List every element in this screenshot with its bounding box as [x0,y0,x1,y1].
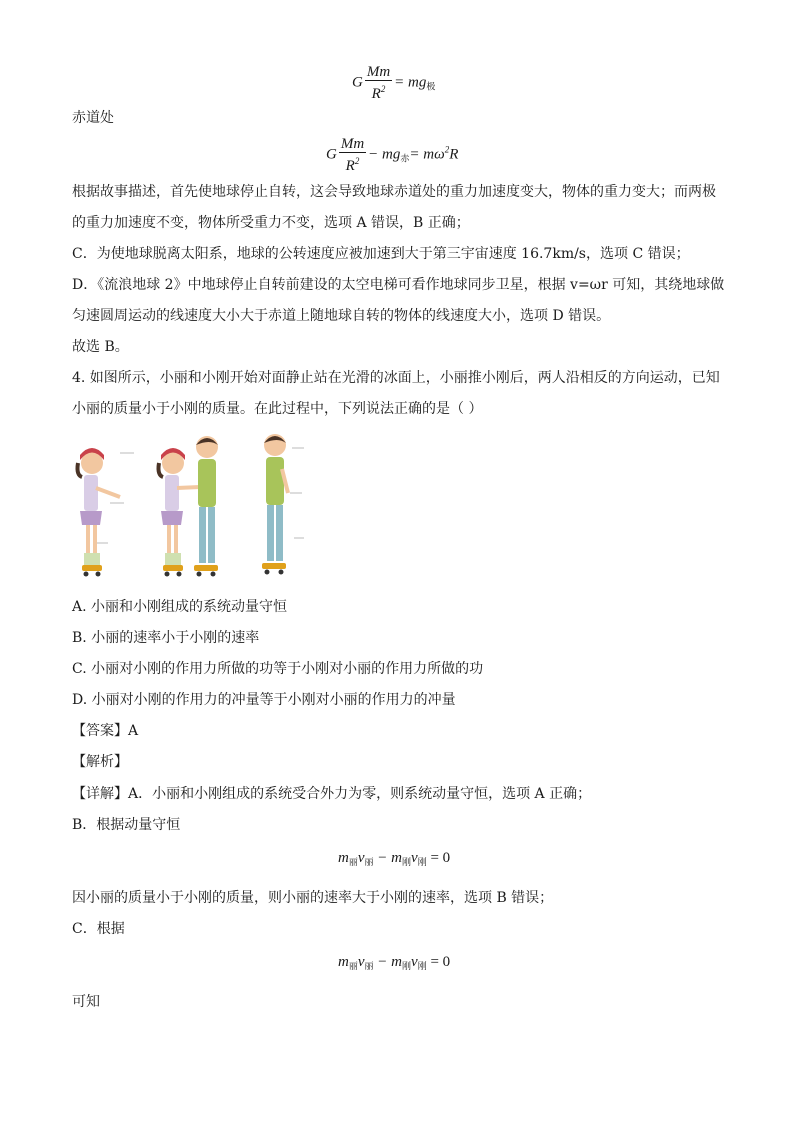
girl-figure-pushing [159,448,201,577]
paragraph-line: 的重力加速度不变，物体所受重力不变，选项 A 错误，B 正确； [72,215,470,231]
eq-subscript: 丽 [348,961,358,971]
paragraph-line: C．为使地球脱离太阳系，地球的公转速度应被加速到大于第三宇宙速度 16.7km/s，选项 C 错误； [72,246,690,262]
eq-symbol: v [357,850,365,866]
kezhi-text: 可知 [72,994,100,1010]
fraction-denominator [339,153,366,174]
eq-subscript: 极 [426,81,436,92]
girl-figure-left [78,448,121,577]
question-4-stem: 4. 如图所示，小丽和小刚开始对面静止站在光滑的冰面上，小丽推小刚后，两人沿相反的方向运动，已知 [72,370,720,386]
fraction-denominator [365,81,392,102]
eq-subscript: 赤 [400,153,410,164]
b-explanation: 因小丽的质量小于小刚的质量，则小丽的速率大于小刚的速率，选项 B 错误； [72,890,554,906]
eq-symbol: G [326,146,337,163]
eq-symbol: v [411,954,418,970]
eq-symbol: = 0 [426,954,451,970]
eq-subscript: 刚 [402,857,412,867]
equation-pole-gravity [352,64,435,102]
eq-subscript: 刚 [417,857,427,867]
fraction-numerator: Mm [366,64,391,80]
equation-equator-gravity [326,136,458,174]
fraction [339,136,366,174]
eq-subscript: 刚 [402,961,412,971]
option-d: D. 小丽对小刚的作用力的冲量等于小刚对小丽的作用力的冲量 [72,692,456,708]
skaters-illustration [70,433,310,583]
equator-label: 赤道处 [72,110,114,126]
eq-symbol: R [345,158,355,174]
detail-text: 【详解】A．小丽和小刚组成的系统受合外力为零，则系统动量守恒，选项 A 正确； [72,786,592,802]
eq-symbol: = mω [409,146,445,163]
paragraph-line: 根据故事描述，首先使地球停止自转，这会导致地球赤道处的重力加速度变大，物体的重力变大；而两极 [72,184,716,200]
c-label: C．根据 [72,921,125,937]
eq-symbol: G [352,74,363,91]
eq-symbol: − m [373,850,403,866]
eq-exponent: 2 [380,84,386,94]
eq-symbol: v [411,850,418,866]
eq-symbol: m [338,850,349,866]
paragraph-line: 故选 B。 [72,339,129,355]
question-4-stem: 小丽的质量小于小刚的质量。在此过程中，下列说法正确的是（ ） [72,401,483,417]
eq-symbol: = mg [394,74,427,91]
paragraph-line: D．《流浪地球 2》中地球停止自转前建设的太空电梯可看作地球同步卫星，根据 v=ωr 可知，其绕地球做 [72,277,725,293]
boy-figure-right [262,434,288,575]
equation-momentum [338,850,450,868]
eq-subscript: 丽 [348,857,358,867]
eq-symbol: − mg [368,146,401,163]
fraction-numerator: Mm [340,136,365,152]
option-c: C. 小丽对小刚的作用力所做的功等于小刚对小丽的作用力所做的功 [72,661,484,677]
eq-symbol: − m [373,954,403,970]
eq-symbol: v [357,954,365,970]
boy-figure-middle [194,436,218,577]
paragraph-line: 匀速圆周运动的线速度大小大于赤道上随地球自转的物体的线速度大小，选项 D 错误。 [72,308,611,324]
analysis-label: 【解析】 [72,754,128,770]
b-label: B．根据动量守恒 [72,817,181,833]
answer-label: 【答案】A [72,723,139,739]
eq-symbol: m [338,954,349,970]
eq-exponent: 2 [444,144,450,155]
option-b: B. 小丽的速率小于小刚的速率 [72,630,260,646]
eq-subscript: 丽 [364,961,374,971]
option-a: A. 小丽和小刚组成的系统动量守恒 [72,599,288,615]
equation-momentum [338,954,450,972]
eq-symbol: R [371,86,381,102]
eq-subscript: 刚 [417,961,427,971]
eq-symbol: R [449,146,459,163]
eq-exponent: 2 [354,156,360,166]
eq-subscript: 丽 [364,857,374,867]
fraction [365,64,392,102]
eq-symbol: = 0 [426,850,451,866]
